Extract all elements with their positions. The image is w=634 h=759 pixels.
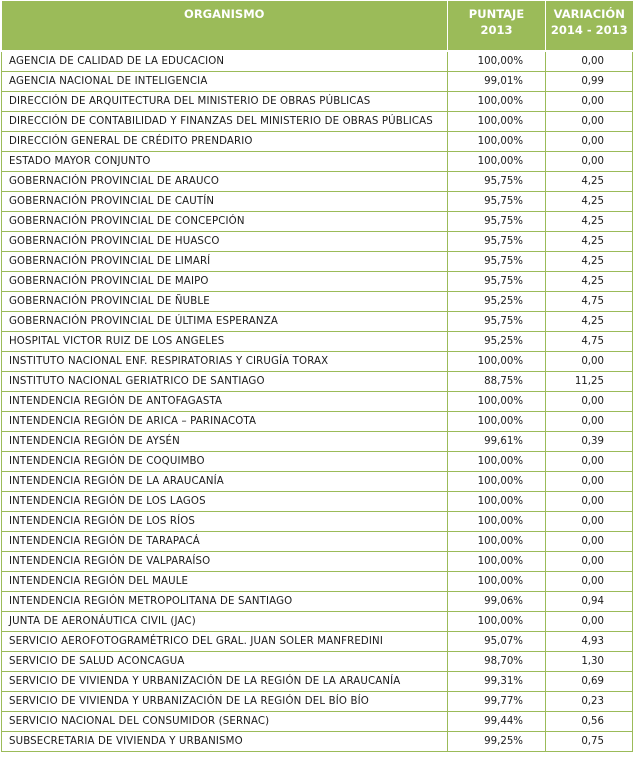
organismo-cell: DIRECCIÓN DE ARQUITECTURA DEL MINISTERIO DE OBRAS PÚBLICAS xyxy=(2,92,448,112)
table-row xyxy=(2,332,633,352)
puntaje-cell: 99,01% xyxy=(448,72,546,92)
table-row xyxy=(2,392,633,412)
organismo-cell: GOBERNACIÓN PROVINCIAL DE MAIPO xyxy=(2,272,448,292)
table-row xyxy=(2,72,633,92)
organismo-cell: AGENCIA NACIONAL DE INTELIGENCIA xyxy=(2,72,448,92)
organismo-cell: SERVICIO AEROFOTOGRAMÉTRICO DEL GRAL. JUAN SOLER MANFREDINI xyxy=(2,632,448,652)
table-row xyxy=(2,492,633,512)
puntaje-cell: 99,61% xyxy=(448,432,546,452)
organismo-cell: SERVICIO DE SALUD ACONCAGUA xyxy=(2,652,448,672)
puntaje-cell: 100,00% xyxy=(448,612,546,632)
table-row xyxy=(2,472,633,492)
puntaje-cell: 100,00% xyxy=(448,492,546,512)
variacion-cell: 0,00 xyxy=(546,552,633,572)
puntaje-cell: 100,00% xyxy=(448,552,546,572)
variacion-cell: 0,00 xyxy=(546,492,633,512)
variacion-cell: 4,25 xyxy=(546,192,633,212)
puntaje-cell: 100,00% xyxy=(448,452,546,472)
header-organismo: ORGANISMO xyxy=(2,1,448,51)
table-row xyxy=(2,672,633,692)
table-row xyxy=(2,552,633,572)
variacion-cell: 0,00 xyxy=(546,352,633,372)
organismo-cell: INSTITUTO NACIONAL ENF. RESPIRATORIAS Y CIRUGÍA TORAX xyxy=(2,352,448,372)
table-row xyxy=(2,372,633,392)
table-row xyxy=(2,132,633,152)
organismo-cell: INTENDENCIA REGIÓN DEL MAULE xyxy=(2,572,448,592)
table-row xyxy=(2,612,633,632)
organismo-cell: INTENDENCIA REGIÓN DE ARICA – PARINACOTA xyxy=(2,412,448,432)
variacion-cell: 0,00 xyxy=(546,512,633,532)
organismo-cell: INTENDENCIA REGIÓN METROPOLITANA DE SANTIAGO xyxy=(2,592,448,612)
organismo-cell: GOBERNACIÓN PROVINCIAL DE ÑUBLE xyxy=(2,292,448,312)
puntaje-cell: 100,00% xyxy=(448,572,546,592)
variacion-cell: 4,75 xyxy=(546,292,633,312)
variacion-cell: 4,75 xyxy=(546,332,633,352)
organismo-cell: SERVICIO DE VIVIENDA Y URBANIZACIÓN DE LA REGIÓN DE LA ARAUCANÍA xyxy=(2,672,448,692)
organismo-cell: GOBERNACIÓN PROVINCIAL DE HUASCO xyxy=(2,232,448,252)
header-puntaje-line1: PUNTAJE xyxy=(468,7,525,21)
header-puntaje-line2: 2013 xyxy=(480,23,513,37)
puntaje-cell: 100,00% xyxy=(448,152,546,172)
header-variacion-line2: 2014 - 2013 xyxy=(550,23,628,37)
organismo-cell: INTENDENCIA REGIÓN DE AYSÉN xyxy=(2,432,448,452)
table-row xyxy=(2,432,633,452)
variacion-cell: 0,00 xyxy=(546,392,633,412)
table-row xyxy=(2,212,633,232)
table-header xyxy=(2,1,633,51)
variacion-cell: 0,00 xyxy=(546,112,633,132)
table-row xyxy=(2,592,633,612)
organismo-cell: GOBERNACIÓN PROVINCIAL DE ARAUCO xyxy=(2,172,448,192)
organismo-cell: DIRECCIÓN DE CONTABILIDAD Y FINANZAS DEL MINISTERIO DE OBRAS PÚBLICAS xyxy=(2,112,448,132)
organismo-cell: SERVICIO NACIONAL DEL CONSUMIDOR (SERNAC) xyxy=(2,712,448,732)
organismo-cell: JUNTA DE AERONÁUTICA CIVIL (JAC) xyxy=(2,612,448,632)
organismo-cell: ESTADO MAYOR CONJUNTO xyxy=(2,152,448,172)
table-row xyxy=(2,232,633,252)
variacion-cell: 0,00 xyxy=(546,412,633,432)
organismo-cell: DIRECCIÓN GENERAL DE CRÉDITO PRENDARIO xyxy=(2,132,448,152)
variacion-cell: 4,25 xyxy=(546,172,633,192)
table-row xyxy=(2,172,633,192)
header-row xyxy=(2,1,633,51)
table-row xyxy=(2,92,633,112)
variacion-cell: 0,56 xyxy=(546,712,633,732)
puntaje-cell: 100,00% xyxy=(448,392,546,412)
puntaje-cell: 99,44% xyxy=(448,712,546,732)
variacion-cell: 4,25 xyxy=(546,252,633,272)
puntaje-cell: 100,00% xyxy=(448,532,546,552)
table-row xyxy=(2,51,633,72)
puntaje-cell: 100,00% xyxy=(448,412,546,432)
table-row xyxy=(2,152,633,172)
header-puntaje xyxy=(448,1,546,51)
variacion-cell: 0,23 xyxy=(546,692,633,712)
variacion-cell: 0,69 xyxy=(546,672,633,692)
table-row xyxy=(2,412,633,432)
puntaje-cell: 100,00% xyxy=(448,112,546,132)
variacion-cell: 0,99 xyxy=(546,72,633,92)
organismo-cell: GOBERNACIÓN PROVINCIAL DE CONCEPCIÓN xyxy=(2,212,448,232)
table-row xyxy=(2,652,633,672)
puntaje-cell: 99,31% xyxy=(448,672,546,692)
variacion-cell: 4,25 xyxy=(546,272,633,292)
variacion-cell: 0,00 xyxy=(546,532,633,552)
variacion-cell: 4,25 xyxy=(546,212,633,232)
table-row xyxy=(2,272,633,292)
puntaje-cell: 95,75% xyxy=(448,312,546,332)
puntaje-cell: 100,00% xyxy=(448,512,546,532)
variacion-cell: 0,00 xyxy=(546,132,633,152)
puntaje-cell: 95,75% xyxy=(448,272,546,292)
organismo-cell: SERVICIO DE VIVIENDA Y URBANIZACIÓN DE LA REGIÓN DEL BÍO BÍO xyxy=(2,692,448,712)
puntaje-cell: 100,00% xyxy=(448,472,546,492)
variacion-cell: 4,25 xyxy=(546,312,633,332)
organismo-cell: INTENDENCIA REGIÓN DE VALPARAÍSO xyxy=(2,552,448,572)
organismo-cell: HOSPITAL VICTOR RUIZ DE LOS ANGELES xyxy=(2,332,448,352)
puntaje-cell: 95,07% xyxy=(448,632,546,652)
organismo-cell: INTENDENCIA REGIÓN DE LOS LAGOS xyxy=(2,492,448,512)
table-row xyxy=(2,732,633,752)
header-variacion-line1: VARIACIÓN xyxy=(553,7,625,21)
variacion-cell: 4,93 xyxy=(546,632,633,652)
variacion-cell: 4,25 xyxy=(546,232,633,252)
table-row xyxy=(2,352,633,372)
variacion-cell: 0,00 xyxy=(546,452,633,472)
variacion-cell: 1,30 xyxy=(546,652,633,672)
table-row xyxy=(2,192,633,212)
organismo-cell: INTENDENCIA REGIÓN DE TARAPACÁ xyxy=(2,532,448,552)
table-row xyxy=(2,112,633,132)
variacion-cell: 0,39 xyxy=(546,432,633,452)
variacion-cell: 0,00 xyxy=(546,572,633,592)
table-row xyxy=(2,692,633,712)
puntaje-cell: 100,00% xyxy=(448,51,546,72)
puntaje-cell: 98,70% xyxy=(448,652,546,672)
header-variacion xyxy=(546,1,633,51)
organismo-cell: INTENDENCIA REGIÓN DE COQUIMBO xyxy=(2,452,448,472)
puntaje-cell: 100,00% xyxy=(448,92,546,112)
organismo-cell: INTENDENCIA REGIÓN DE ANTOFAGASTA xyxy=(2,392,448,412)
table-row xyxy=(2,532,633,552)
variacion-cell: 0,00 xyxy=(546,472,633,492)
results-table xyxy=(1,1,633,752)
puntaje-cell: 88,75% xyxy=(448,372,546,392)
organismo-cell: GOBERNACIÓN PROVINCIAL DE CAUTÍN xyxy=(2,192,448,212)
table-body xyxy=(2,51,633,752)
variacion-cell: 0,00 xyxy=(546,612,633,632)
organismo-cell: AGENCIA DE CALIDAD DE LA EDUCACION xyxy=(2,51,448,72)
puntaje-cell: 95,75% xyxy=(448,172,546,192)
table-row xyxy=(2,572,633,592)
variacion-cell: 0,00 xyxy=(546,152,633,172)
puntaje-cell: 95,25% xyxy=(448,332,546,352)
puntaje-cell: 95,75% xyxy=(448,252,546,272)
table-row xyxy=(2,632,633,652)
table-row xyxy=(2,452,633,472)
puntaje-cell: 99,25% xyxy=(448,732,546,752)
puntaje-cell: 95,75% xyxy=(448,192,546,212)
organismo-cell: GOBERNACIÓN PROVINCIAL DE ÚLTIMA ESPERANZA xyxy=(2,312,448,332)
variacion-cell: 11,25 xyxy=(546,372,633,392)
variacion-cell: 0,75 xyxy=(546,732,633,752)
puntaje-cell: 95,25% xyxy=(448,292,546,312)
puntaje-cell: 95,75% xyxy=(448,232,546,252)
organismo-cell: SUBSECRETARIA DE VIVIENDA Y URBANISMO xyxy=(2,732,448,752)
organismo-cell: GOBERNACIÓN PROVINCIAL DE LIMARÍ xyxy=(2,252,448,272)
puntaje-cell: 100,00% xyxy=(448,352,546,372)
variacion-cell: 0,94 xyxy=(546,592,633,612)
puntaje-cell: 100,00% xyxy=(448,132,546,152)
organismo-cell: INTENDENCIA REGIÓN DE LA ARAUCANÍA xyxy=(2,472,448,492)
table-row xyxy=(2,512,633,532)
organismo-cell: INSTITUTO NACIONAL GERIATRICO DE SANTIAGO xyxy=(2,372,448,392)
variacion-cell: 0,00 xyxy=(546,92,633,112)
table-row xyxy=(2,252,633,272)
variacion-cell: 0,00 xyxy=(546,51,633,72)
table-row xyxy=(2,712,633,732)
table-row xyxy=(2,312,633,332)
puntaje-cell: 99,06% xyxy=(448,592,546,612)
puntaje-cell: 99,77% xyxy=(448,692,546,712)
organismo-cell: INTENDENCIA REGIÓN DE LOS RÍOS xyxy=(2,512,448,532)
table-row xyxy=(2,292,633,312)
puntaje-cell: 95,75% xyxy=(448,212,546,232)
